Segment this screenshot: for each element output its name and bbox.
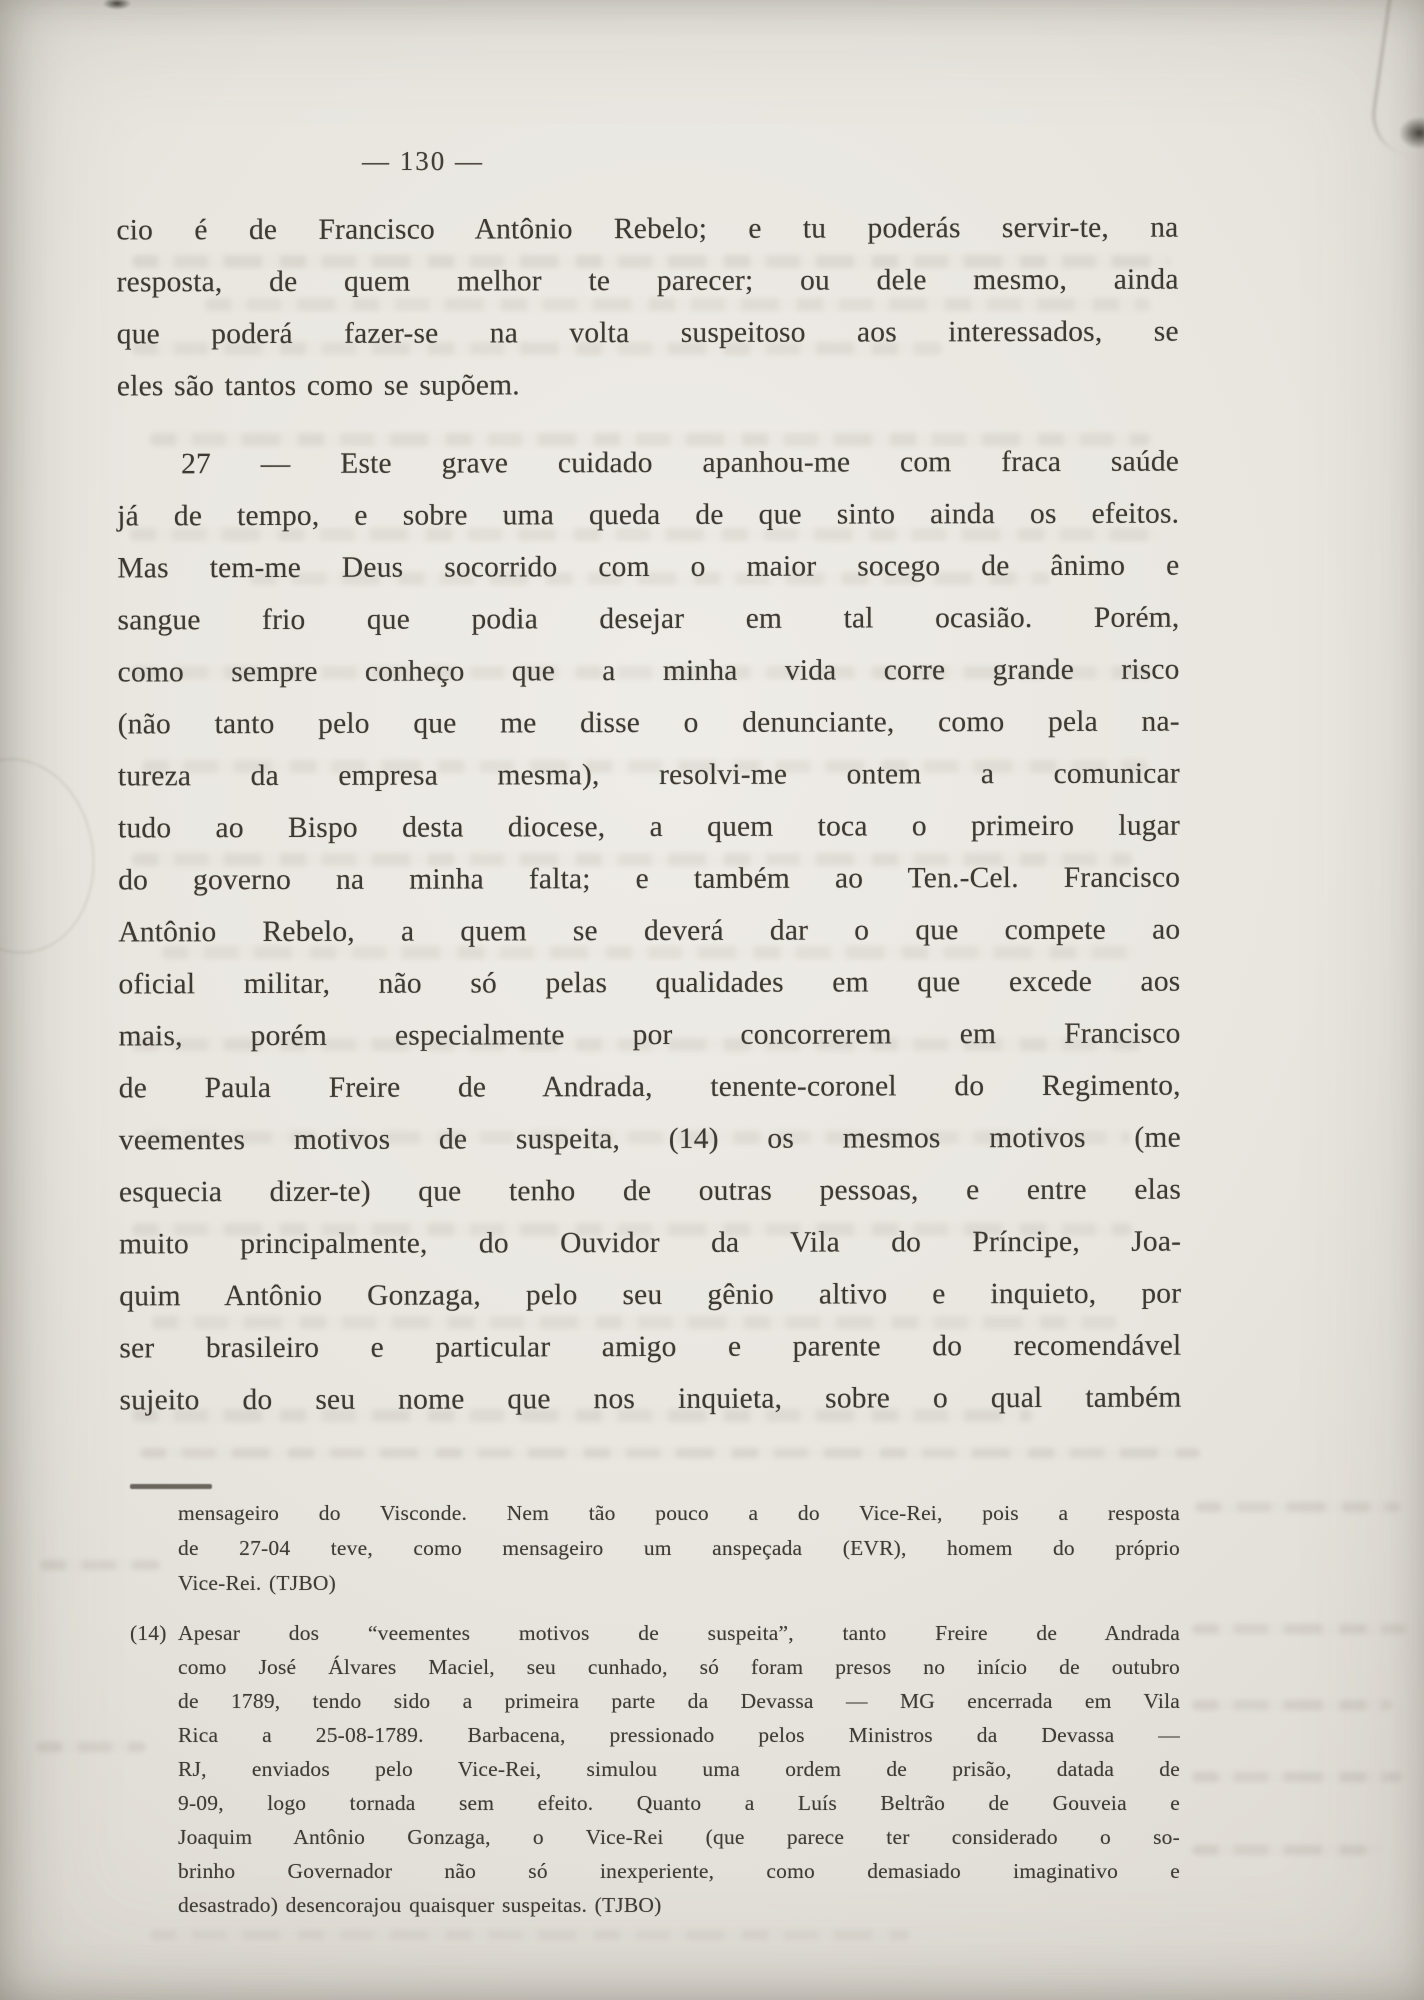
footnote-line: mensageiro do Visconde. Nem tão pouco a do Vice-Rei, pois a resposta bbox=[178, 1501, 1180, 1525]
text-line: resposta, de quem melhor te parecer; ou dele mesmo, ainda bbox=[116, 263, 1179, 299]
text-line: muito principalmente, do Ouvidor da Vila do Príncipe, Joa- bbox=[119, 1225, 1182, 1261]
text-line: quim Antônio Gonzaga, pelo seu gênio altivo e inquieto, por bbox=[119, 1277, 1182, 1313]
footnote-line: Rica a 25-08-1789. Barbacena, pressionado pelos Ministros da Devassa — bbox=[178, 1723, 1180, 1747]
ink-bleed-mark bbox=[40, 1560, 160, 1570]
text-line: esquecia dizer-te) que tenho de outras pessoas, e entre elas bbox=[118, 1173, 1182, 1209]
ink-bleed-mark bbox=[150, 1930, 910, 1940]
text-line: que poderá fazer-se na volta suspeitoso aos interessados, se bbox=[116, 315, 1179, 351]
page-number: — 130 — bbox=[362, 146, 484, 176]
body-paragraph-2 bbox=[117, 436, 1182, 1427]
text-line: de Paula Freire de Andrada, tenente-coronel do Regimento, bbox=[118, 1069, 1181, 1105]
footnote-line: 9-09, logo tornada sem efeito. Quanto a Luís Beltrão de Gouveia e bbox=[178, 1791, 1180, 1815]
text-line: já de tempo, e sobre uma queda de que sinto ainda os efeitos. bbox=[117, 497, 1180, 533]
page-crease bbox=[1367, 0, 1424, 155]
text-line: sangue frio que podia desejar em tal ocasião. Porém, bbox=[117, 601, 1180, 637]
ink-bleed-mark bbox=[36, 1742, 146, 1752]
text-line: sujeito do seu nome que nos inquieta, sobre o qual também bbox=[119, 1381, 1182, 1417]
stamp-impression bbox=[0, 748, 107, 964]
ink-bleed-mark bbox=[1192, 1624, 1407, 1634]
text-line: tureza da empresa mesma), resolvi-me ontem a comunicar bbox=[117, 757, 1180, 793]
text-line: ser brasileiro e particular amigo e parente do recomendável bbox=[119, 1329, 1182, 1365]
footnote-line: de 1789, tendo sido a primeira parte da Devassa — MG encerrada em Vila bbox=[178, 1689, 1180, 1713]
footnote-continuation bbox=[178, 1496, 1180, 1601]
scan-artifact-speck bbox=[102, 0, 132, 10]
footnote-line: Vice-Rei. (TJBO) bbox=[178, 1571, 336, 1595]
footnote-line: como José Álvares Maciel, seu cunhado, só foram presos no início de outubro bbox=[178, 1655, 1180, 1679]
body-paragraph-1 bbox=[116, 202, 1179, 413]
text-line: Antônio Rebelo, a quem se deverá dar o que compete ao bbox=[118, 913, 1181, 949]
footnote-line: de 27-04 teve, como mensageiro um anspeçada (EVR), homem do próprio bbox=[178, 1536, 1180, 1560]
text-line: veementes motivos de suspeita, (14) os mesmos motivos (me bbox=[118, 1121, 1181, 1157]
text-line: como sempre conheço que a minha vida corre grande risco bbox=[117, 653, 1180, 689]
ink-bleed-mark bbox=[1192, 1845, 1382, 1855]
footnote-line: Joaquim Antônio Gonzaga, o Vice-Rei (que parece ter considerado o so- bbox=[178, 1825, 1180, 1849]
text-line: mais, porém especialmente por concorrerem em Francisco bbox=[118, 1017, 1181, 1053]
footnote-line bbox=[130, 1616, 1180, 1650]
text-line: oficial militar, não só pelas qualidades em que excede aos bbox=[118, 965, 1181, 1001]
ink-bleed-mark bbox=[140, 1448, 1200, 1458]
ink-bleed-mark bbox=[1192, 1700, 1392, 1710]
scan-artifact-blob bbox=[1398, 116, 1424, 150]
text-line: (não tanto pelo que me disse o denunciante, como pela na- bbox=[117, 705, 1180, 741]
footnote-text: Apesar dos “veementes motivos de suspeita”, tanto Freire de Andrada bbox=[178, 1621, 1180, 1645]
ink-bleed-mark bbox=[1192, 1772, 1402, 1782]
footnote-line: brinho Governador não só inexperiente, como demasiado imaginativo e bbox=[178, 1859, 1180, 1883]
footnote-line: desastrado) desencorajou quaisquer suspeitas. (TJBO) bbox=[178, 1893, 662, 1917]
text-line: cio é de Francisco Antônio Rebelo; e tu poderás servir-te, na bbox=[116, 211, 1179, 247]
footnote-line: RJ, enviados pelo Vice-Rei, simulou uma ordem de prisão, datada de bbox=[178, 1757, 1180, 1781]
text-line: Mas tem-me Deus socorrido com o maior socego de ânimo e bbox=[117, 549, 1180, 585]
ink-bleed-mark bbox=[1195, 1502, 1400, 1512]
text-line: do governo na minha falta; e também ao Ten.-Cel. Francisco bbox=[118, 861, 1181, 897]
footnote-separator bbox=[130, 1484, 212, 1489]
text-line: tudo ao Bispo desta diocese, a quem toca o primeiro lugar bbox=[117, 809, 1181, 845]
text-line: 27 — Este grave cuidado apanhou-me com fraca saúde bbox=[181, 445, 1180, 481]
footnote-14 bbox=[130, 1616, 1180, 1922]
body-text bbox=[116, 202, 1181, 1427]
footnote-14-marker: (14) bbox=[130, 1621, 167, 1645]
text-line: eles são tantos como se supõem. bbox=[116, 369, 520, 403]
